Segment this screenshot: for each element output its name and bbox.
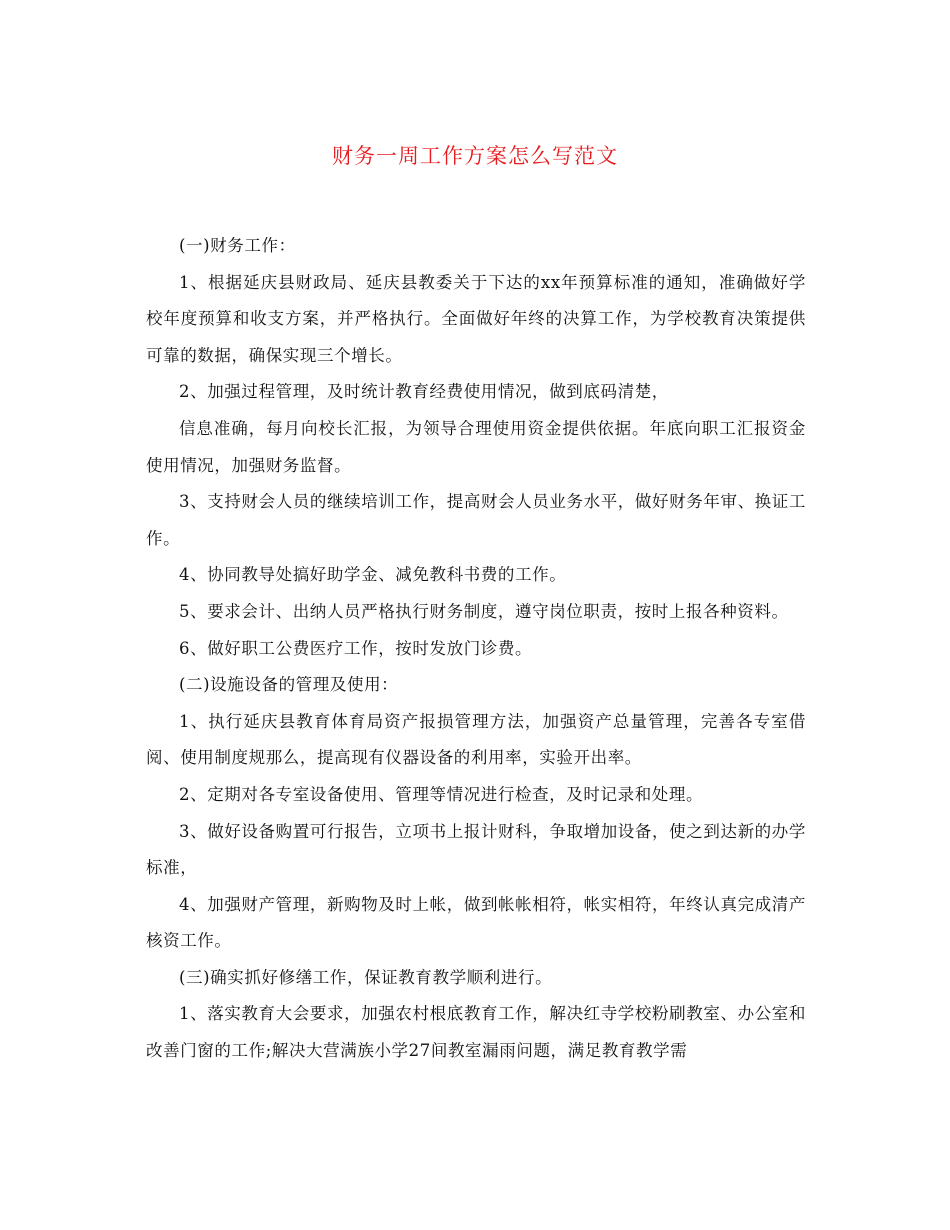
section-heading: (二)设施设备的管理及使用： — [179, 675, 399, 695]
body-paragraph: 3、做好设备购置可行报告，立项书上报计财科，争取增加设备，使之到达新的办学标准， — [146, 821, 806, 878]
body-paragraph: 1、落实教育大会要求，加强农村根底教育工作，解决红寺学校粉刷教室、办公室和改善门窗的工作;解决大营满族小学27间教室漏雨问题，满足教育教学需 — [146, 1004, 806, 1061]
body-paragraph: 信息准确，每月向校长汇报，为领导合理使用资金提供依据。年底向职工汇报资金使用情况，加强财务监督。 — [146, 418, 806, 475]
body-paragraph: 4、加强财产管理，新购物及时上帐，做到帐帐相符，帐实相符，年终认真完成清产核资工作。 — [146, 894, 806, 951]
body-paragraph: 5、要求会计、出纳人员严格执行财务制度，遵守岗位职责，按时上报各种资料。 — [179, 601, 789, 621]
section-heading: (三)确实抓好修缮工作，保证教育教学顺利进行。 — [179, 967, 553, 987]
body-paragraph: 3、支持财会人员的继续培训工作，提高财会人员业务水平，做好财务年审、换证工作。 — [146, 492, 806, 548]
body-paragraph: 1、执行延庆县教育体育局资产报损管理方法，加强资产总量管理，完善各专室借阅、使用制度规那么，提高现有仪器设备的利用率，实验开出率。 — [146, 711, 806, 768]
body-paragraph: 4、协同教导处搞好助学金、减免教科书费的工作。 — [179, 565, 567, 585]
body-paragraph: 6、做好职工公费医疗工作，按时发放门诊费。 — [179, 638, 533, 658]
document-body — [146, 228, 806, 1070]
body-paragraph: 1、根据延庆县财政局、延庆县教委关于下达的xx年预算标准的通知，准确做好学校年度预算和收支方案，并严格执行。全面做好年终的决算工作，为学校教育决策提供可靠的数据，确保实现三个增长。 — [146, 272, 806, 365]
body-paragraph: 2、定期对各专室设备使用、管理等情况进行检查，及时记录和处理。 — [179, 784, 704, 804]
section-heading: (一)财务工作： — [179, 236, 296, 255]
document-title: 财务一周工作方案怎么写范文 — [332, 144, 618, 168]
body-paragraph: 2、加强过程管理，及时统计教育经费使用情况，做到底码清楚， — [179, 382, 669, 402]
